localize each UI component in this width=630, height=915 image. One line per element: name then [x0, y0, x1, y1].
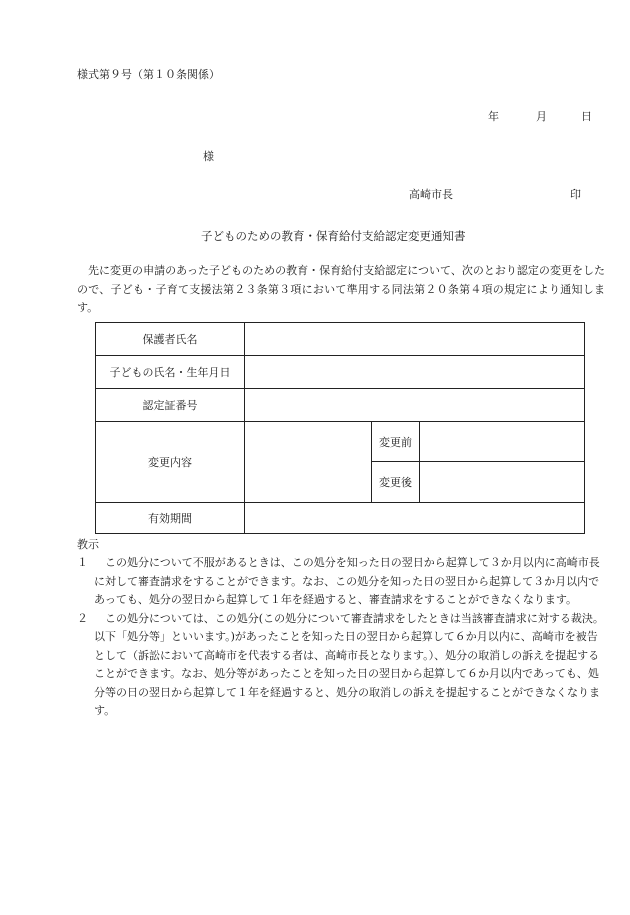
notice-item	[77, 610, 607, 721]
issuer-seal: 印	[570, 188, 581, 201]
certificate-number-label: 認定証番号	[142, 399, 198, 412]
certification-table	[95, 322, 585, 534]
notice-item-text: この処分について不服があるときは、この処分を知った日の翌日から起算して３か月以内に高崎市長に対して審査請求をすることができます。なお、この処分を知った日の翌日から起算して３か月以内であっても、処分の翌日から起算して１年を経過すると、審査請求をすることができなくなります。	[94, 556, 600, 606]
change-details-label: 変更内容	[148, 456, 192, 469]
body-paragraph: 先に変更の申請のあった子どものための教育・保育給付支給認定について、次のとおり認定の変更をしたので、子ども・子育て支援法第２３条第３項において準用する同法第２０条第４項の規定により通知します。	[77, 264, 605, 314]
after-change-label: 変更後	[379, 476, 412, 489]
addressee-suffix: 様	[203, 150, 214, 163]
before-change-label: 変更前	[379, 435, 412, 449]
notice-item	[77, 554, 607, 610]
column-divider	[419, 421, 420, 502]
guardian-name-label: 保護者氏名	[142, 333, 198, 346]
column-divider	[244, 323, 245, 533]
notice-item-text: この処分については、この処分(この処分について審査請求をしたときは当該審査請求に対する裁決。以下「処分等」といいます。)があったことを知った日の翌日から起算して６か月以内に、高崎市を被告として（訴訟において高崎市を代表する者は、高崎市長となります。）、処分の取消しの訴えを提起することができます。なお、処分等があったことを知った日の翌日から起算して６か月以内であっても、処分等の日の翌日から起算して１年を経過すると、処分の取消しの訴えを提起することができなくなります。	[94, 611, 604, 717]
form-number: 様式第９号（第１０条関係）	[77, 68, 220, 81]
validity-period-label: 有効期間	[148, 512, 192, 525]
date-year-label: 年	[488, 110, 499, 123]
notice-heading: 教示	[77, 538, 99, 551]
issuer-title: 高崎市長	[409, 188, 453, 201]
child-name-birthdate-label: 子どもの氏名・生年月日	[109, 366, 231, 379]
notice-item-number: ２	[77, 611, 88, 625]
notice-item-number: １	[77, 556, 88, 569]
date-day-label: 日	[581, 110, 592, 123]
notice-list	[77, 554, 607, 721]
document-title: 子どものための教育・保育給付支給認定変更通知書	[201, 229, 466, 243]
date-month-label: 月	[536, 110, 547, 123]
